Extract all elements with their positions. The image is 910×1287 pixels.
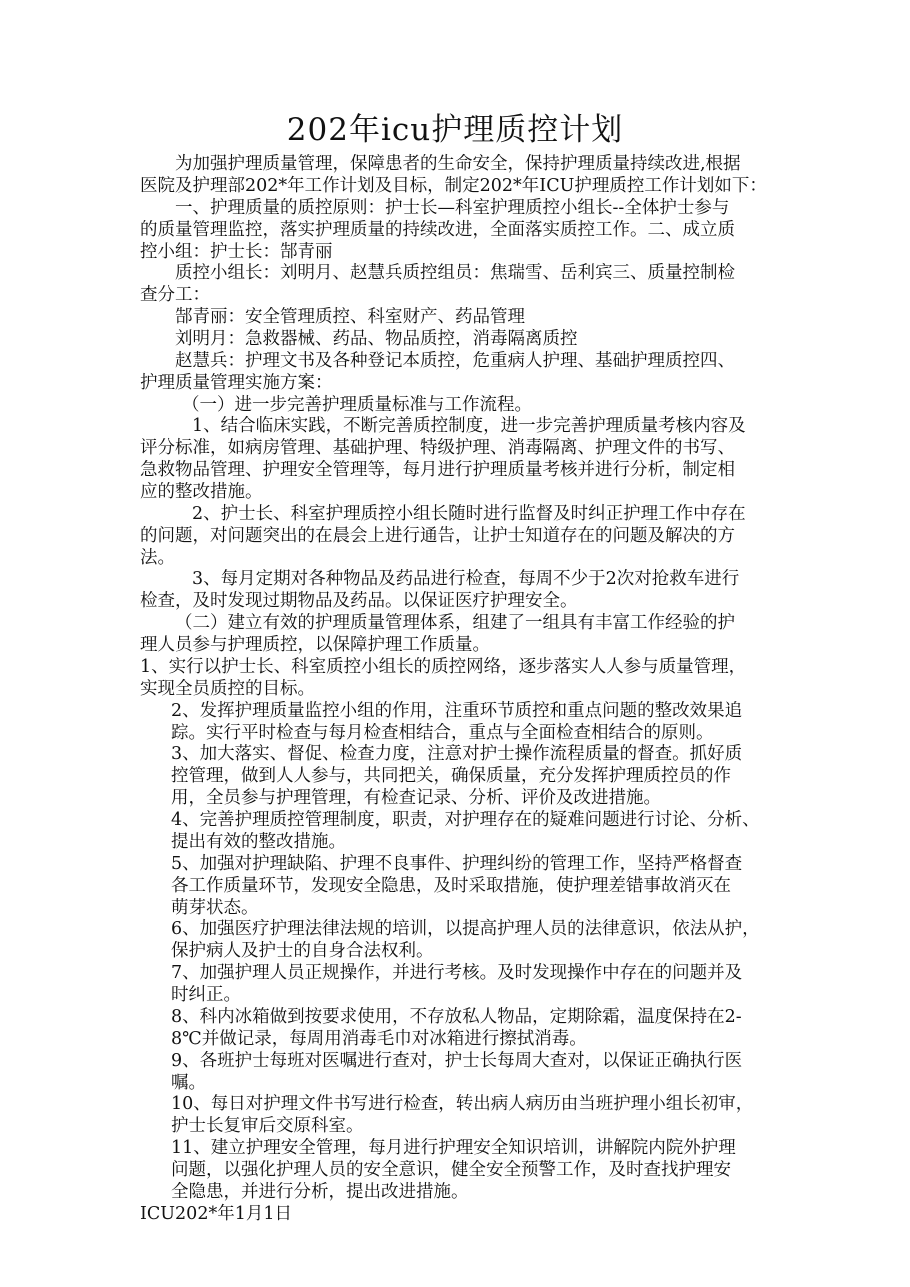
paragraph-line: 理人员参与护理质控，以保障护理工作质量。 — [140, 635, 490, 655]
paragraph-line: 的质量管理监控，落实护理质量的持续改进，全面落实质控工作。二、成立质 — [140, 220, 735, 240]
paragraph-line: 实现全员质控的目标。 — [140, 679, 315, 699]
paragraph-line: 赵慧兵：护理文书及各种登记本质控，危重病人护理、基础护理质控四、 — [175, 351, 735, 371]
paragraph-line: 的问题，对问题突出的在晨会上进行通告，让护士知道存在的问题及解决的方 — [140, 526, 735, 546]
paragraph-line: 8℃并做记录，每周用消毒毛巾对冰箱进行擦拭消毒。 — [171, 1029, 587, 1049]
paragraph-line: 全隐患，并进行分析，提出改进措施。 — [171, 1182, 469, 1202]
paragraph-line: 应的整改措施。 — [140, 482, 263, 502]
section-heading: （二）建立有效的护理质量管理体系，组建了一组具有丰富工作经验的护 — [175, 613, 735, 633]
document-title: 202年icu护理质控计划 — [286, 112, 624, 148]
document-date: ICU202*年1月1日 — [140, 1204, 292, 1224]
paragraph-line: 7、加强护理人员正规操作，并进行考核。及时发现操作中存在的问题并及 — [171, 963, 743, 983]
paragraph-line: 8、科内冰箱做到按要求使用，不存放私人物品，定期除霜，温度保持在2- — [171, 1007, 742, 1027]
paragraph-line: 3、加大落实、督促、检查力度，注意对护士操作流程质量的督查。抓好质 — [171, 744, 743, 764]
paragraph-line: 问题，以强化护理人员的安全意识，健全安全预警工作，及时查找护理安 — [171, 1160, 731, 1180]
paragraph-line: 为加强护理质量管理，保障患者的生命安全，保持护理质量持续改进,根据 — [175, 154, 741, 174]
paragraph-line: 控管理，做到人人参与，共同把关，确保质量，充分发挥护理质控员的作 — [171, 766, 731, 786]
paragraph-line: 1、实行以护士长、科室质控小组长的质控网络，逐步落实人人参与质量管理， — [140, 657, 747, 677]
paragraph-line: 4、完善护理质控管理制度，职责，对护理存在的疑难问题进行讨论、分析、 — [171, 810, 760, 830]
paragraph-line: 9、各班护士每班对医嘱进行查对，护士长每周大查对，以保证正确执行医 — [171, 1051, 743, 1071]
paragraph-line: 一、护理质量的质控原则：护士长—科室护理质控小组长--全体护士参与 — [175, 198, 730, 218]
paragraph-line: 各工作质量环节，发现安全隐患，及时采取措施，使护理差错事故消灭在 — [171, 876, 731, 896]
paragraph-line: 萌芽状态。 — [171, 898, 259, 918]
paragraph-line: 5、加强对护理缺陷、护理不良事件、护理纠纷的管理工作，坚持严格督查 — [171, 854, 743, 874]
paragraph-line: 踪。实行平时检查与每月检查相结合，重点与全面检查相结合的原则。 — [171, 723, 714, 743]
paragraph-line: 时纠正。 — [171, 985, 241, 1005]
paragraph-line: 11、建立护理安全管理，每月进行护理安全知识培训，讲解院内院外护理 — [171, 1138, 736, 1158]
paragraph-line: 控小组：护士长：郜青丽 — [140, 242, 333, 262]
paragraph-line: 法。 — [140, 548, 175, 568]
paragraph-line: 保护病人及护士的自身合法权利。 — [171, 941, 434, 961]
paragraph-line: 护士长复审后交原科室。 — [171, 1116, 364, 1136]
paragraph-line: 6、加强医疗护理法律法规的培训，以提高护理人员的法律意识，依法从护， — [171, 919, 760, 939]
paragraph-line: 3、每月定期对各种物品及药品进行检查，每周不少于2次对抢救车进行 — [192, 569, 740, 589]
paragraph-line: 2、发挥护理质量监控小组的作用，注重环节质控和重点问题的整改效果追 — [171, 701, 743, 721]
paragraph-line: 2、护士长、科室护理质控小组长随时进行监督及时纠正护理工作中存在 — [192, 504, 746, 524]
paragraph-line: 查分工： — [140, 285, 210, 305]
paragraph-line: 郜青丽：安全管理质控、科室财产、药品管理 — [175, 307, 525, 327]
paragraph-line: 刘明月：急救器械、药品、物品质控，消毒隔离质控 — [175, 329, 578, 349]
paragraph-line: 护理质量管理实施方案： — [140, 373, 333, 393]
paragraph-line: 嘱。 — [171, 1073, 206, 1093]
paragraph-line: 评分标准，如病房管理、基础护理、特级护理、消毒隔离、护理文件的书写、 — [140, 438, 735, 458]
paragraph-line: 提出有效的整改措施。 — [171, 832, 346, 852]
paragraph-line: 10、每日对护理文件书写进行检查，转出病人病历由当班护理小组长初审， — [171, 1094, 754, 1114]
paragraph-line: 质控小组长：刘明月、赵慧兵质控组员：焦瑞雪、岳利宾三、质量控制检 — [175, 263, 735, 283]
paragraph-line: 急救物品管理、护理安全管理等，每月进行护理质量考核并进行分析，制定相 — [140, 460, 735, 480]
section-heading: （一）进一步完善护理质量标准与工作流程。 — [182, 395, 532, 415]
paragraph-line: 用，全员参与护理管理，有检查记录、分析、评价及改进措施。 — [171, 788, 661, 808]
paragraph-line: 1、结合临床实践，不断完善质控制度，进一步完善护理质量考核内容及 — [192, 416, 746, 436]
paragraph-line: 检查，及时发现过期物品及药品。以保证医疗护理安全。 — [140, 591, 578, 611]
paragraph-line: 医院及护理部202*年工作计划及目标，制定202*年ICU护理质控工作计划如下： — [140, 176, 767, 196]
